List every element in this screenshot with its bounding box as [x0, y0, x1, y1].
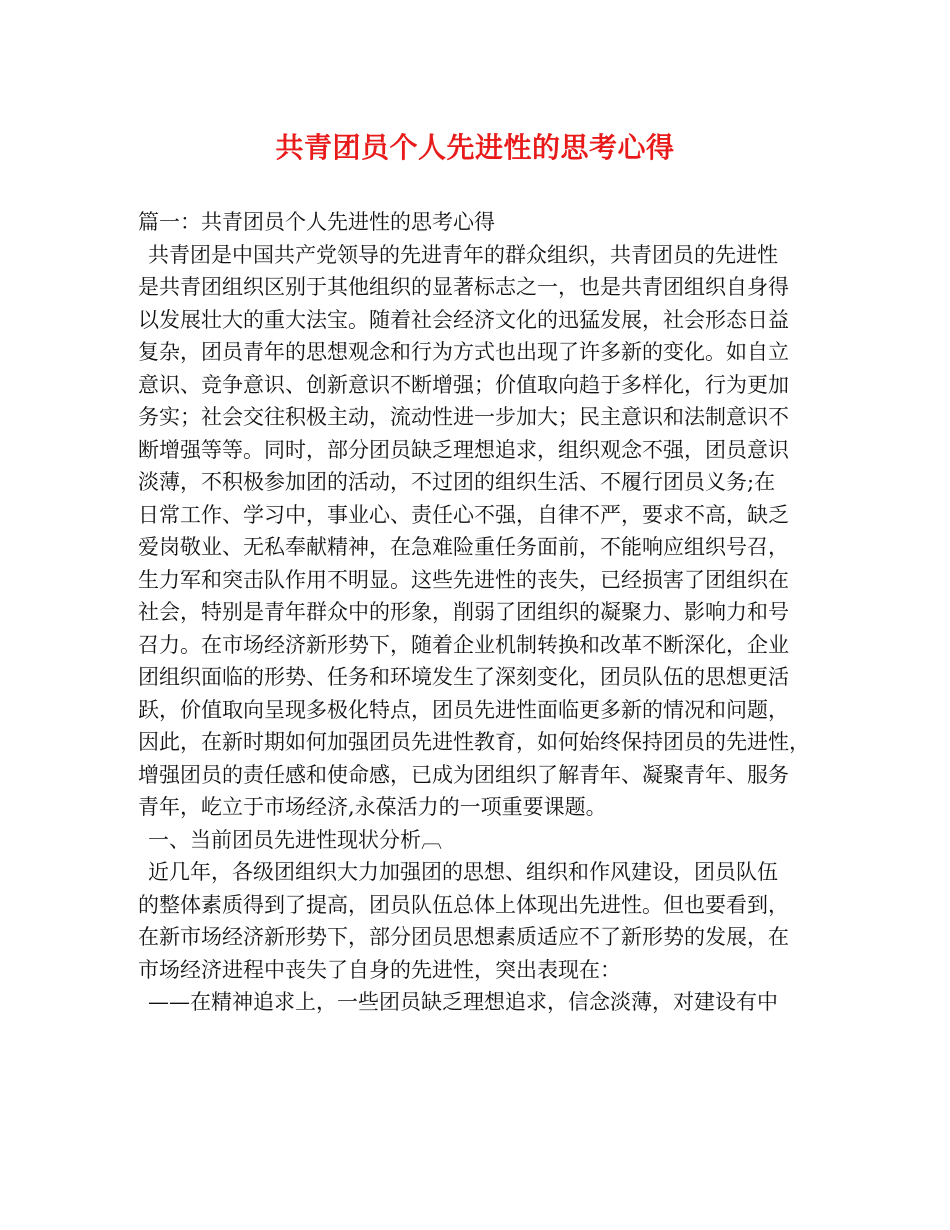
text-line: 务实；社会交往积极主动，流动性进一步加大；民主意识和法制意识不 — [138, 405, 789, 429]
text-line: 跃，价值取向呈现多极化特点，团员先进性面临更多新的情况和问题， — [138, 697, 789, 722]
text-line: 青年，屹立于市场经济,永葆活力的一项重要课题。 — [138, 795, 607, 819]
text-line: 召力。在市场经济新形势下，随着企业机制转换和改革不断深化，企业 — [138, 632, 789, 657]
text-line: 意识、竞争意识、创新意识不断增强；价值取向趋于多样化，行为更加 — [138, 372, 789, 397]
text-line: 生力军和突击队作用不明显。这些先进性的丧失，已经损害了团组织在 — [138, 567, 789, 592]
text-line: 淡薄，不积极参加团的活动，不过团的组织生活、不履行团员义务;在 — [138, 470, 776, 494]
text-line: 复杂，团员青年的思想观念和行为方式也出现了许多新的变化。如自立 — [138, 340, 789, 364]
text-line: 共青团是中国共产党领导的先进青年的群众组织，共青团员的先进性 — [148, 242, 778, 267]
text-line: 以发展壮大的重大法宝。随着社会经济文化的迅猛发展，社会形态日益 — [138, 307, 789, 332]
text-line: 一、当前团员先进性现状分析︹ — [148, 827, 442, 852]
text-line: 的整体素质得到了提高，团员队伍总体上体现出先进性。但也要看到， — [138, 892, 789, 917]
text-line: 因此，在新时期如何加强团员先进性教育，如何始终保持团员的先进性， — [138, 730, 810, 754]
text-line: 日常工作、学习中，事业心、责任心不强，自律不严，要求不高，缺乏 — [138, 502, 789, 527]
text-line: 在新市场经济新形势下，部分团员思想素质适应不了新形势的发展，在 — [138, 925, 789, 949]
text-line: 断增强等等。同时，部分团员缺乏理想追求，组织观念不强，团员意识 — [138, 437, 789, 462]
text-line: 市场经济进程中丧失了自身的先进性，突出表现在： — [138, 957, 621, 982]
text-line: 近几年，各级团组织大力加强团的思想、组织和作风建设，团员队伍 — [148, 860, 778, 884]
text-line: 社会，特别是青年群众中的形象，削弱了团组织的凝聚力、影响力和号 — [138, 600, 789, 624]
text-line: 团组织面临的形势、任务和环境发生了深刻变化，团员队伍的思想更活 — [138, 665, 789, 689]
text-line: ——在精神追求上，一些团员缺乏理想追求，信念淡薄，对建设有中 — [148, 990, 778, 1014]
document-title: 共青团员个人先进性的思考心得 — [275, 131, 675, 164]
text-line: 增强团员的责任感和使命感，已成为团组织了解青年、凝聚青年、服务 — [138, 762, 789, 787]
document-body — [138, 206, 818, 1019]
text-line: 篇一：共青团员个人先进性的思考心得 — [138, 210, 495, 234]
text-line: 爱岗敬业、无私奉献精神，在急难险重任务面前，不能响应组织号召， — [138, 535, 789, 559]
text-line: 是共青团组织区别于其他组织的显著标志之一，也是共青团组织自身得 — [138, 275, 789, 299]
